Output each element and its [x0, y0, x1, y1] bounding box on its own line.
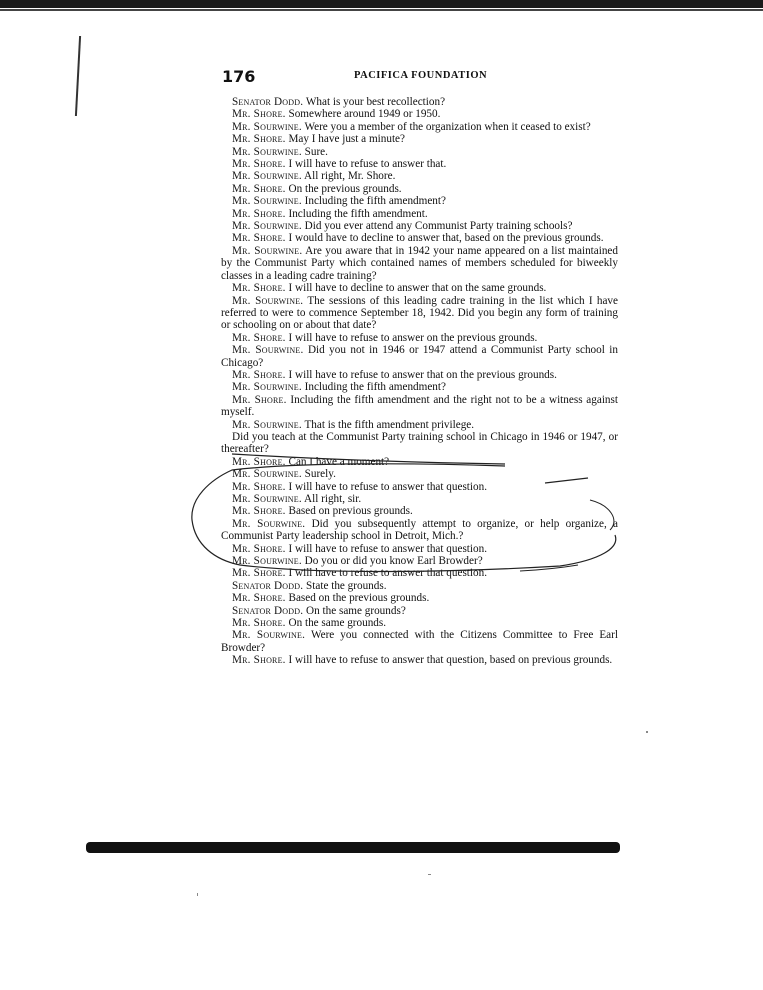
speaker-label: Senator Dodd. [232, 96, 304, 108]
speaker-label: Mr. Shore. [232, 331, 286, 344]
transcript-paragraph [221, 456, 618, 468]
top-scan-border [0, 0, 763, 8]
paragraph-text: Somewhere around 1949 or 1950. [288, 108, 441, 121]
transcript-paragraph [221, 344, 618, 369]
speaker-label: Mr. Sourwine. [232, 381, 302, 394]
transcript-paragraph [221, 505, 618, 517]
speaker-label: Mr. Shore. [232, 182, 286, 195]
paragraph-text: Are you aware that in 1942 your name appeared on a list maintained by the Communist Party which contained names of members scheduled for biweekly classes in a leading cadre training? [221, 244, 618, 282]
transcript-paragraph [221, 567, 618, 579]
paragraph-text: Did you teach at the Communist Party training school in Chicago in 1946 or 1947, or thereafter? [221, 430, 618, 456]
speaker-label: Mr. Sourwine. [232, 220, 302, 233]
transcript-paragraph [221, 195, 618, 207]
speaker-label: Mr. Shore. [232, 108, 286, 121]
paragraph-text: I will have to refuse to answer that question. [288, 542, 488, 555]
transcript-paragraph [221, 654, 618, 666]
paragraph-text: What is your best recollection? [305, 96, 446, 108]
speaker-label: Mr. Sourwine. [232, 120, 302, 133]
bottom-scan-border [86, 842, 620, 853]
speaker-label: Mr. Sourwine. [232, 493, 302, 505]
speaker-label: Mr. Shore. [232, 617, 286, 630]
transcript-paragraph [221, 381, 618, 393]
paragraph-text: I will have to refuse to answer that question, based on previous grounds. [288, 654, 613, 667]
speaker-label: Mr. Sourwine. [232, 517, 306, 530]
speaker-label: Mr. Sourwine. [232, 294, 304, 307]
speaker-label: Mr. Shore. [232, 232, 286, 245]
speaker-label: Mr. Shore. [232, 505, 286, 518]
transcript-paragraph [221, 108, 618, 120]
top-scan-border-thin [0, 9, 763, 11]
paragraph-text: The sessions of this leading cadre training in the list which I have referred to were to commence September 18, 1942. Did you begin any form of training or schooling on or about that date? [221, 294, 618, 332]
paragraph-text: Including the fifth amendment. [288, 207, 428, 220]
paragraph-text: All right, Mr. Shore. [304, 170, 396, 183]
transcript-paragraph [221, 543, 618, 555]
speaker-label: Mr. Shore. [232, 133, 286, 146]
transcript-paragraph [221, 629, 618, 654]
transcript-paragraph [221, 518, 618, 543]
speaker-label: Mr. Shore. [232, 207, 286, 220]
left-margin-mark [75, 36, 81, 116]
speaker-label: Mr. Shore. [232, 455, 286, 468]
transcript-paragraph [221, 146, 618, 158]
paragraph-text: I will have to decline to answer that on the same grounds. [288, 282, 547, 295]
speaker-label: Mr. Sourwine. [232, 145, 302, 158]
speaker-label: Mr. Sourwine. [232, 195, 302, 208]
transcript-body [221, 96, 618, 667]
paragraph-text: On the same grounds? [306, 604, 406, 617]
transcript-paragraph [221, 493, 618, 505]
transcript-paragraph [221, 369, 618, 381]
transcript-paragraph [221, 220, 618, 232]
paragraph-text: That is the fifth amendment privilege. [304, 418, 475, 431]
paragraph-text: Did you not in 1946 or 1947 attend a Communist Party school in Chicago? [221, 344, 618, 369]
transcript-paragraph [221, 468, 618, 480]
transcript-paragraph [221, 580, 618, 592]
paragraph-text: Including the fifth amendment and the right not to be a witness against myself. [221, 393, 618, 419]
paragraph-text: Sure. [304, 145, 328, 158]
transcript-paragraph [221, 332, 618, 344]
paragraph-text: Did you subsequently attempt to organize, or help organize, a Communist Party leadership school in Detroit, Mich.? [221, 517, 619, 543]
paragraph-text: May I have just a minute? [288, 133, 405, 146]
paragraph-text: On the previous grounds. [288, 182, 402, 195]
speaker-label: Mr. Sourwine. [232, 555, 302, 568]
speaker-label: Mr. Shore. [232, 480, 286, 493]
transcript-paragraph [221, 617, 618, 629]
scan-speck [428, 874, 431, 875]
scan-speck [197, 893, 198, 896]
paragraph-text: All right, sir. [304, 493, 362, 505]
paragraph-text: I will have to refuse to answer on the previous grounds. [288, 331, 538, 344]
paragraph-text: I will have to refuse to answer that question. [288, 480, 488, 493]
transcript-paragraph [221, 121, 618, 133]
paragraph-text: I will have to refuse to answer that on the previous grounds. [288, 368, 557, 381]
transcript-paragraph [221, 245, 618, 282]
speaker-label: Mr. Sourwine. [232, 244, 303, 257]
paragraph-text: Including the fifth amendment? [304, 381, 446, 394]
transcript-paragraph [221, 481, 618, 493]
paragraph-text: I will have to refuse to answer that. [288, 158, 447, 171]
transcript-paragraph [221, 133, 618, 145]
transcript-paragraph [221, 592, 618, 604]
transcript-paragraph [221, 208, 618, 220]
paragraph-text: Do you or did you know Earl Browder? [304, 555, 483, 568]
paragraph-text: Based on previous grounds. [288, 505, 413, 518]
speaker-label: Mr. Shore. [232, 282, 286, 295]
speaker-label: Senator Dodd. [232, 604, 304, 617]
paragraph-text: Were you connected with the Citizens Committee to Free Earl Browder? [221, 629, 618, 654]
transcript-paragraph [221, 96, 618, 108]
transcript-paragraph [221, 170, 618, 182]
paragraph-text: Did you ever attend any Communist Party training schools? [304, 220, 573, 233]
speaker-label: Mr. Shore. [232, 393, 287, 406]
transcript-paragraph [221, 183, 618, 195]
speaker-label: Mr. Shore. [232, 158, 286, 171]
speaker-label: Mr. Shore. [232, 368, 286, 381]
paragraph-text: Were you a member of the organization when it ceased to exist? [304, 120, 591, 133]
paragraph-text: On the same grounds. [288, 617, 387, 630]
transcript-paragraph [221, 555, 618, 567]
speaker-label: Mr. Sourwine. [232, 170, 302, 183]
speaker-label: Mr. Sourwine. [232, 468, 302, 481]
transcript-paragraph [221, 295, 618, 332]
paragraph-text: State the grounds. [306, 579, 387, 592]
page-number: 176 [222, 67, 256, 86]
speaker-label: Mr. Shore. [232, 654, 286, 667]
speaker-label: Mr. Shore. [232, 542, 286, 555]
speaker-label: Mr. Sourwine. [232, 418, 302, 431]
page-header [222, 67, 617, 91]
transcript-paragraph [221, 419, 618, 431]
transcript-paragraph [221, 431, 618, 456]
paragraph-text: Can I have a moment? [288, 455, 390, 468]
paragraph-text: Surely. [304, 468, 336, 481]
paragraph-text: Including the fifth amendment? [304, 195, 446, 208]
transcript-paragraph [221, 282, 618, 294]
paragraph-text: I will have to refuse to answer that question. [288, 567, 488, 580]
paragraph-text: Based on the previous grounds. [288, 592, 430, 605]
transcript-paragraph [221, 605, 618, 617]
transcript-paragraph [221, 232, 618, 244]
paragraph-text: I would have to decline to answer that, based on the previous grounds. [288, 232, 604, 245]
running-head: PACIFICA FOUNDATION [354, 70, 488, 81]
speaker-label: Mr. Shore. [232, 592, 286, 605]
speaker-label: Mr. Sourwine. [232, 629, 306, 642]
speaker-label: Mr. Shore. [232, 567, 286, 580]
transcript-paragraph [221, 158, 618, 170]
scan-speck [646, 731, 648, 733]
transcript-paragraph [221, 394, 618, 419]
speaker-label: Senator Dodd. [232, 579, 304, 592]
speaker-label: Mr. Sourwine. [232, 344, 304, 357]
